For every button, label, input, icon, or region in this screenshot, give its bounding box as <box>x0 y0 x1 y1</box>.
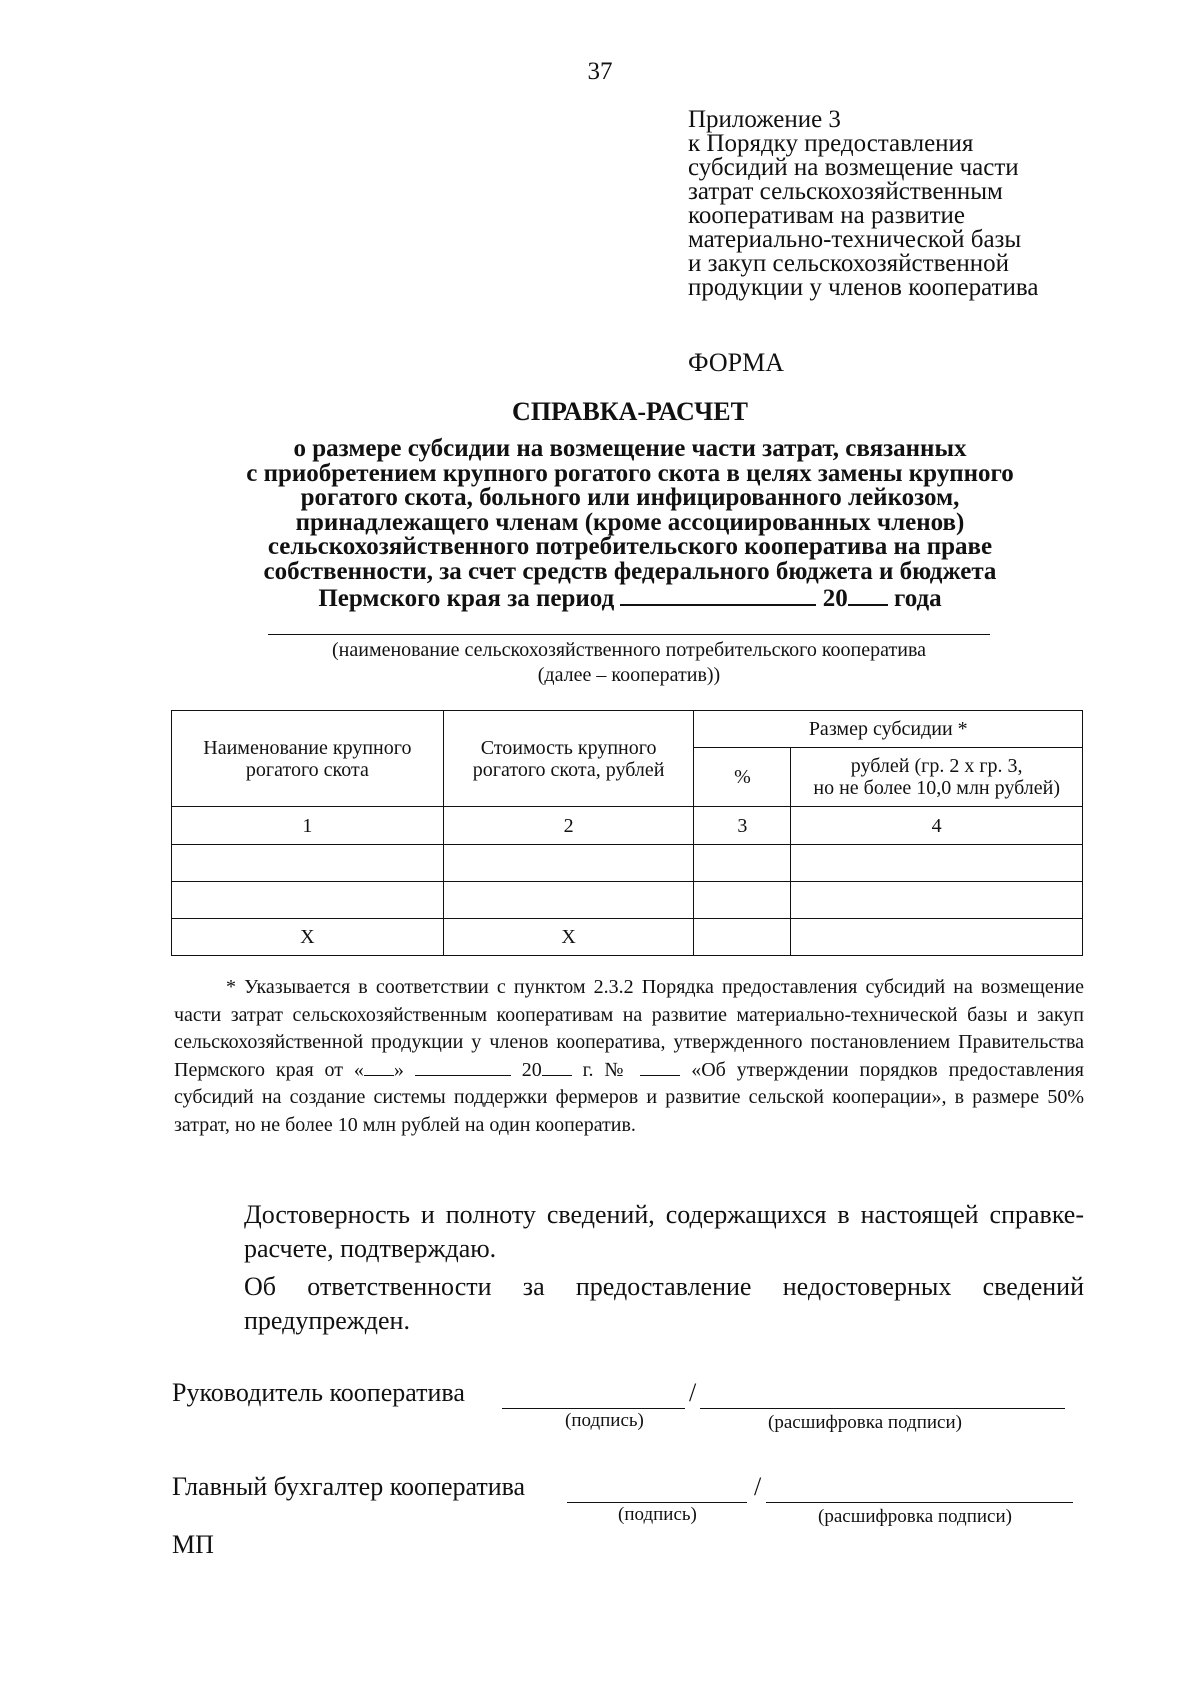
table-cell[interactable] <box>172 882 444 919</box>
year-prefix: 20 <box>822 585 848 612</box>
table-cell[interactable] <box>791 845 1083 882</box>
document-title: СПРАВКА-РАСЧЕТ <box>512 397 748 426</box>
header-livestock-name: Наименование крупного рогатого скота <box>172 711 444 807</box>
header-line: рублей (гр. 2 х гр. 3, <box>850 755 1023 777</box>
period-label: Пермского края за период <box>318 585 615 612</box>
page-number: 37 <box>587 58 613 85</box>
accountant-signature-line[interactable] <box>567 1502 747 1503</box>
footnote-text: № <box>604 1058 630 1081</box>
appendix-line: материально-технической базы <box>688 226 1022 253</box>
table-cell[interactable] <box>791 919 1083 956</box>
table-cell[interactable] <box>443 845 694 882</box>
column-number: 3 <box>694 807 791 845</box>
head-signature-label: Руководитель кооператива <box>172 1378 465 1407</box>
confirmation-paragraph <box>172 1198 1084 1266</box>
subtitle-line: принадлежащего членам (кроме ассоциированных членов) <box>295 508 965 536</box>
form-label: ФОРМА <box>688 348 784 377</box>
footnote <box>174 974 1084 1139</box>
subtitle-line: о размере субсидии на возмещение части затрат, связанных <box>293 435 967 462</box>
footnote-text: «Об утверждении порядков предоставления субсидий на создание системы поддержки фермеров и развитие сельской кооперации», в размере 50% затрат, но не более 10 млн рублей на один кооператив. <box>174 1058 1084 1136</box>
year-blank[interactable] <box>848 584 888 606</box>
period-blank[interactable] <box>620 584 816 606</box>
subtitle-line: с приобретением крупного рогатого скота в целях замены крупного <box>246 459 1014 487</box>
footnote-text: г. <box>582 1058 594 1081</box>
table-cell[interactable] <box>791 882 1083 919</box>
appendix-line: и закуп сельскохозяйственной <box>688 250 1009 277</box>
signature-slash: / <box>754 1472 762 1501</box>
decoding-caption: (расшифровка подписи) <box>818 1506 1012 1527</box>
table-cell: Х <box>172 919 444 956</box>
document-subtitle <box>150 437 1110 612</box>
header-subsidy-size: Размер субсидии * <box>694 711 1083 748</box>
column-number: 1 <box>172 807 444 845</box>
responsibility-text: Об ответственности за предоставление недостоверных сведений предупрежден. <box>244 1272 1084 1335</box>
table-row <box>172 882 1083 919</box>
column-number: 4 <box>791 807 1083 845</box>
footnote-text: * Указывается в соответствии с пунктом 2.3.2 Порядка предоставления субсидий на возмещение части затрат сельскохозяйственным кооперативам на развитие материально-технической базы и закуп сельскохозяйственной продукции у членов кооператива, утвержденного постановлением Правительства Пермского края от « <box>174 976 1084 1081</box>
date-month-blank[interactable] <box>415 1059 511 1076</box>
table-cell[interactable] <box>694 882 791 919</box>
accountant-signature-label: Главный бухгалтер кооператива <box>172 1472 526 1501</box>
stamp-place: МП <box>172 1530 214 1559</box>
signature-caption: (подпись) <box>618 1504 697 1525</box>
table-row-total <box>172 919 1083 956</box>
table-row <box>172 845 1083 882</box>
header-livestock-cost: Стоимость крупного рогатого скота, рублей <box>443 711 694 807</box>
head-name-line[interactable] <box>700 1408 1065 1409</box>
appendix-line: к Порядку предоставления <box>688 130 974 157</box>
subtitle-line: рогатого скота, больного или инфицированного лейкозом, <box>300 484 960 511</box>
table-cell[interactable] <box>694 845 791 882</box>
subtitle-line: сельскохозяйственного потребительского кооператива на праве <box>267 533 993 560</box>
head-signature-line[interactable] <box>502 1408 685 1409</box>
appendix-line: кооперативам на развитие <box>688 202 966 229</box>
number-blank[interactable] <box>640 1059 680 1076</box>
confirmation-text: Достоверность и полноту сведений, содержащихся в настоящей справке-расчете, подтверждаю. <box>244 1200 1084 1263</box>
coop-name-line[interactable] <box>268 634 990 635</box>
responsibility-paragraph <box>172 1270 1084 1338</box>
caption-line: (далее – кооператив)) <box>537 664 721 686</box>
year-suffix: года <box>893 585 942 612</box>
column-number: 2 <box>443 807 694 845</box>
header-subsidy-rubles <box>791 748 1083 807</box>
table-cell[interactable] <box>443 882 694 919</box>
table-cell[interactable] <box>694 919 791 956</box>
subtitle-line: собственности, за счет средств федерального бюджета и бюджета <box>263 557 997 585</box>
table-cell: Х <box>443 919 694 956</box>
date-day-blank[interactable] <box>364 1059 394 1076</box>
accountant-name-line[interactable] <box>766 1502 1073 1503</box>
footnote-text: 20 <box>521 1058 542 1081</box>
footnote-text: » <box>393 1058 404 1081</box>
table-cell[interactable] <box>172 845 444 882</box>
header-line: но не более 10,0 млн рублей) <box>813 777 1060 799</box>
header-percent: % <box>694 748 791 807</box>
appendix-line: затрат сельскохозяйственным <box>688 178 1003 205</box>
subsidy-calculation-table <box>171 710 1083 956</box>
table-row-column-numbers <box>172 807 1083 845</box>
coop-name-caption <box>268 638 990 688</box>
appendix-reference <box>688 108 1038 300</box>
appendix-line: продукции у членов кооператива <box>688 274 1039 301</box>
decoding-caption: (расшифровка подписи) <box>768 1412 962 1433</box>
subtitle-period-line <box>150 584 1110 612</box>
caption-line: (наименование сельскохозяйственного потребительского кооператива <box>332 639 926 661</box>
signature-slash: / <box>689 1378 697 1407</box>
date-year-blank[interactable] <box>542 1059 572 1076</box>
appendix-line: Приложение 3 <box>688 106 841 133</box>
appendix-line: субсидий на возмещение части <box>688 154 1019 181</box>
signature-caption: (подпись) <box>565 1410 644 1431</box>
